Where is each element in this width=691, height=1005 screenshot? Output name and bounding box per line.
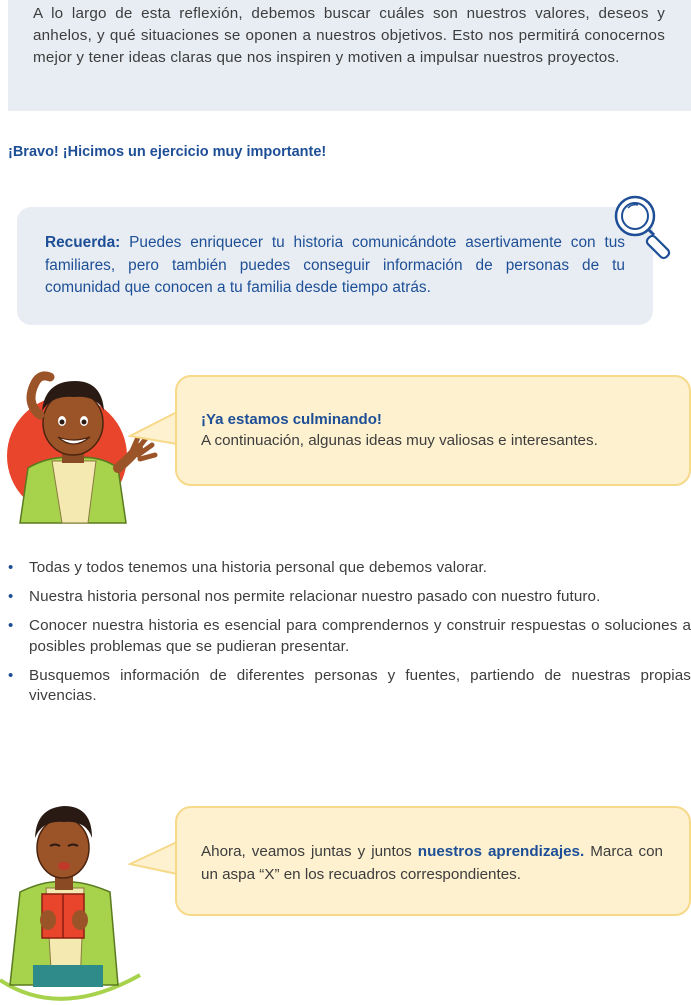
bubble2-tail (128, 838, 180, 878)
bubble2-paragraph (201, 841, 663, 886)
speech-bubble-culminando (175, 375, 691, 486)
bubble1-tail (128, 408, 180, 448)
bravo-heading: ¡Bravo! ¡Hicimos un ejercicio muy importante! (8, 144, 327, 160)
kid-reading-illustration (0, 780, 150, 1005)
bubble1-title: ¡Ya estamos culminando! (201, 411, 382, 428)
list-item: • Todas y todos tenemos una historia personal que debemos valorar. (8, 558, 691, 579)
list-item: • Conocer nuestra historia es esencial para comprendernos y construir respuestas o soluciones a posibles problemas que se pudieran presentar. (8, 616, 691, 657)
bubble2-text-after: Marca con un aspa “X” en los recuadros correspondientes. (201, 843, 663, 883)
list-item: • Busquemos información de diferentes personas y fuentes, partiendo de nuestras propias vivencias. (8, 666, 691, 707)
bubble1-text: A continuación, algunas ideas muy valiosas e interesantes. (201, 432, 598, 449)
recuerda-label: Recuerda: (45, 234, 121, 251)
ideas-list (8, 558, 691, 715)
recuerda-paragraph (45, 232, 625, 300)
magnifier-icon (608, 192, 688, 262)
recuerda-box (17, 207, 653, 325)
intro-box (8, 0, 691, 111)
speech-bubble-aprendizajes (175, 806, 691, 916)
list-item: • Nuestra historia personal nos permite relacionar nuestro pasado con nuestro futuro. (8, 587, 691, 608)
recuerda-text: Puedes enriquecer tu historia comunicándote asertivamente con tus familiares, pero también puedes conseguir información de personas de tu comunidad que conocen a tu familia desde tiempo atrás. (45, 234, 625, 296)
intro-text: A lo largo de esta reflexión, debemos buscar cuáles son nuestros valores, deseos y anhelos, y qué situaciones se oponen a nuestros objetivos. Esto nos permitirá conocernos mejor y tener ideas claras que nos inspiren y motiven a impulsar nuestros proyectos. (33, 5, 665, 67)
bubble2-text-before: Ahora, veamos juntas y juntos (201, 843, 412, 860)
bubble2-highlight: nuestros aprendizajes. (417, 843, 585, 860)
